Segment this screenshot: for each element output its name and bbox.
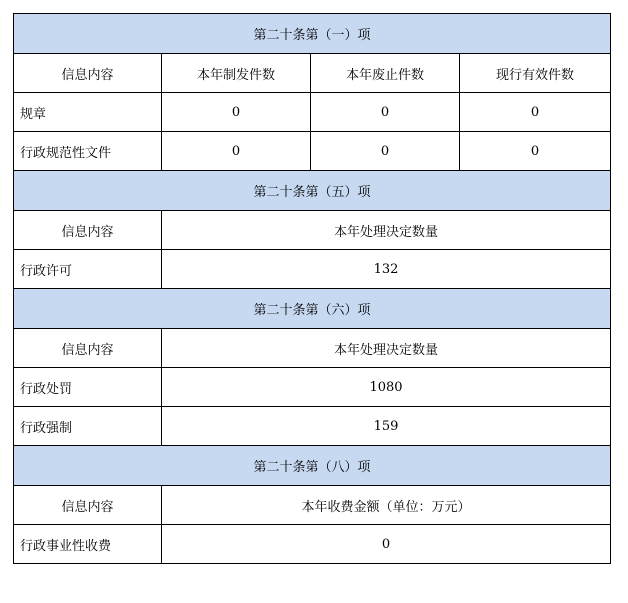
row-label: 行政事业性收费 bbox=[14, 525, 162, 564]
cell-value: 0 bbox=[311, 93, 460, 132]
cell-value: 0 bbox=[162, 93, 311, 132]
column-header-row bbox=[14, 329, 611, 368]
column-header: 本年制发件数 bbox=[162, 54, 311, 93]
cell-value: 1080 bbox=[162, 368, 611, 407]
disclosure-table bbox=[13, 13, 611, 564]
row-label: 行政许可 bbox=[14, 250, 162, 289]
column-header-row bbox=[14, 211, 611, 250]
column-header: 本年处理决定数量 bbox=[162, 211, 611, 250]
section-title: 第二十条第（八）项 bbox=[14, 446, 611, 486]
section-header-row bbox=[14, 446, 611, 486]
column-header: 本年废止件数 bbox=[311, 54, 460, 93]
section-title: 第二十条第（五）项 bbox=[14, 171, 611, 211]
section-header-row bbox=[14, 289, 611, 329]
cell-value: 132 bbox=[162, 250, 611, 289]
cell-value: 0 bbox=[162, 132, 311, 171]
section-title: 第二十条第（六）项 bbox=[14, 289, 611, 329]
table-row bbox=[14, 250, 611, 289]
column-header: 信息内容 bbox=[14, 486, 162, 525]
table-row bbox=[14, 407, 611, 446]
table-row bbox=[14, 132, 611, 171]
column-header: 现行有效件数 bbox=[460, 54, 611, 93]
section-header-row bbox=[14, 14, 611, 54]
row-label: 行政处罚 bbox=[14, 368, 162, 407]
row-label: 行政规范性文件 bbox=[14, 132, 162, 171]
column-header-row bbox=[14, 54, 611, 93]
column-header: 信息内容 bbox=[14, 329, 162, 368]
table-row bbox=[14, 525, 611, 564]
column-header: 信息内容 bbox=[14, 211, 162, 250]
table-row bbox=[14, 368, 611, 407]
column-header: 信息内容 bbox=[14, 54, 162, 93]
cell-value: 159 bbox=[162, 407, 611, 446]
cell-value: 0 bbox=[311, 132, 460, 171]
column-header: 本年处理决定数量 bbox=[162, 329, 611, 368]
column-header: 本年收费金额（单位：万元） bbox=[162, 486, 611, 525]
cell-value: 0 bbox=[460, 132, 611, 171]
cell-value: 0 bbox=[162, 525, 611, 564]
row-label: 行政强制 bbox=[14, 407, 162, 446]
row-label: 规章 bbox=[14, 93, 162, 132]
section-header-row bbox=[14, 171, 611, 211]
cell-value: 0 bbox=[460, 93, 611, 132]
table-row bbox=[14, 93, 611, 132]
column-header-row bbox=[14, 486, 611, 525]
section-title: 第二十条第（一）项 bbox=[14, 14, 611, 54]
